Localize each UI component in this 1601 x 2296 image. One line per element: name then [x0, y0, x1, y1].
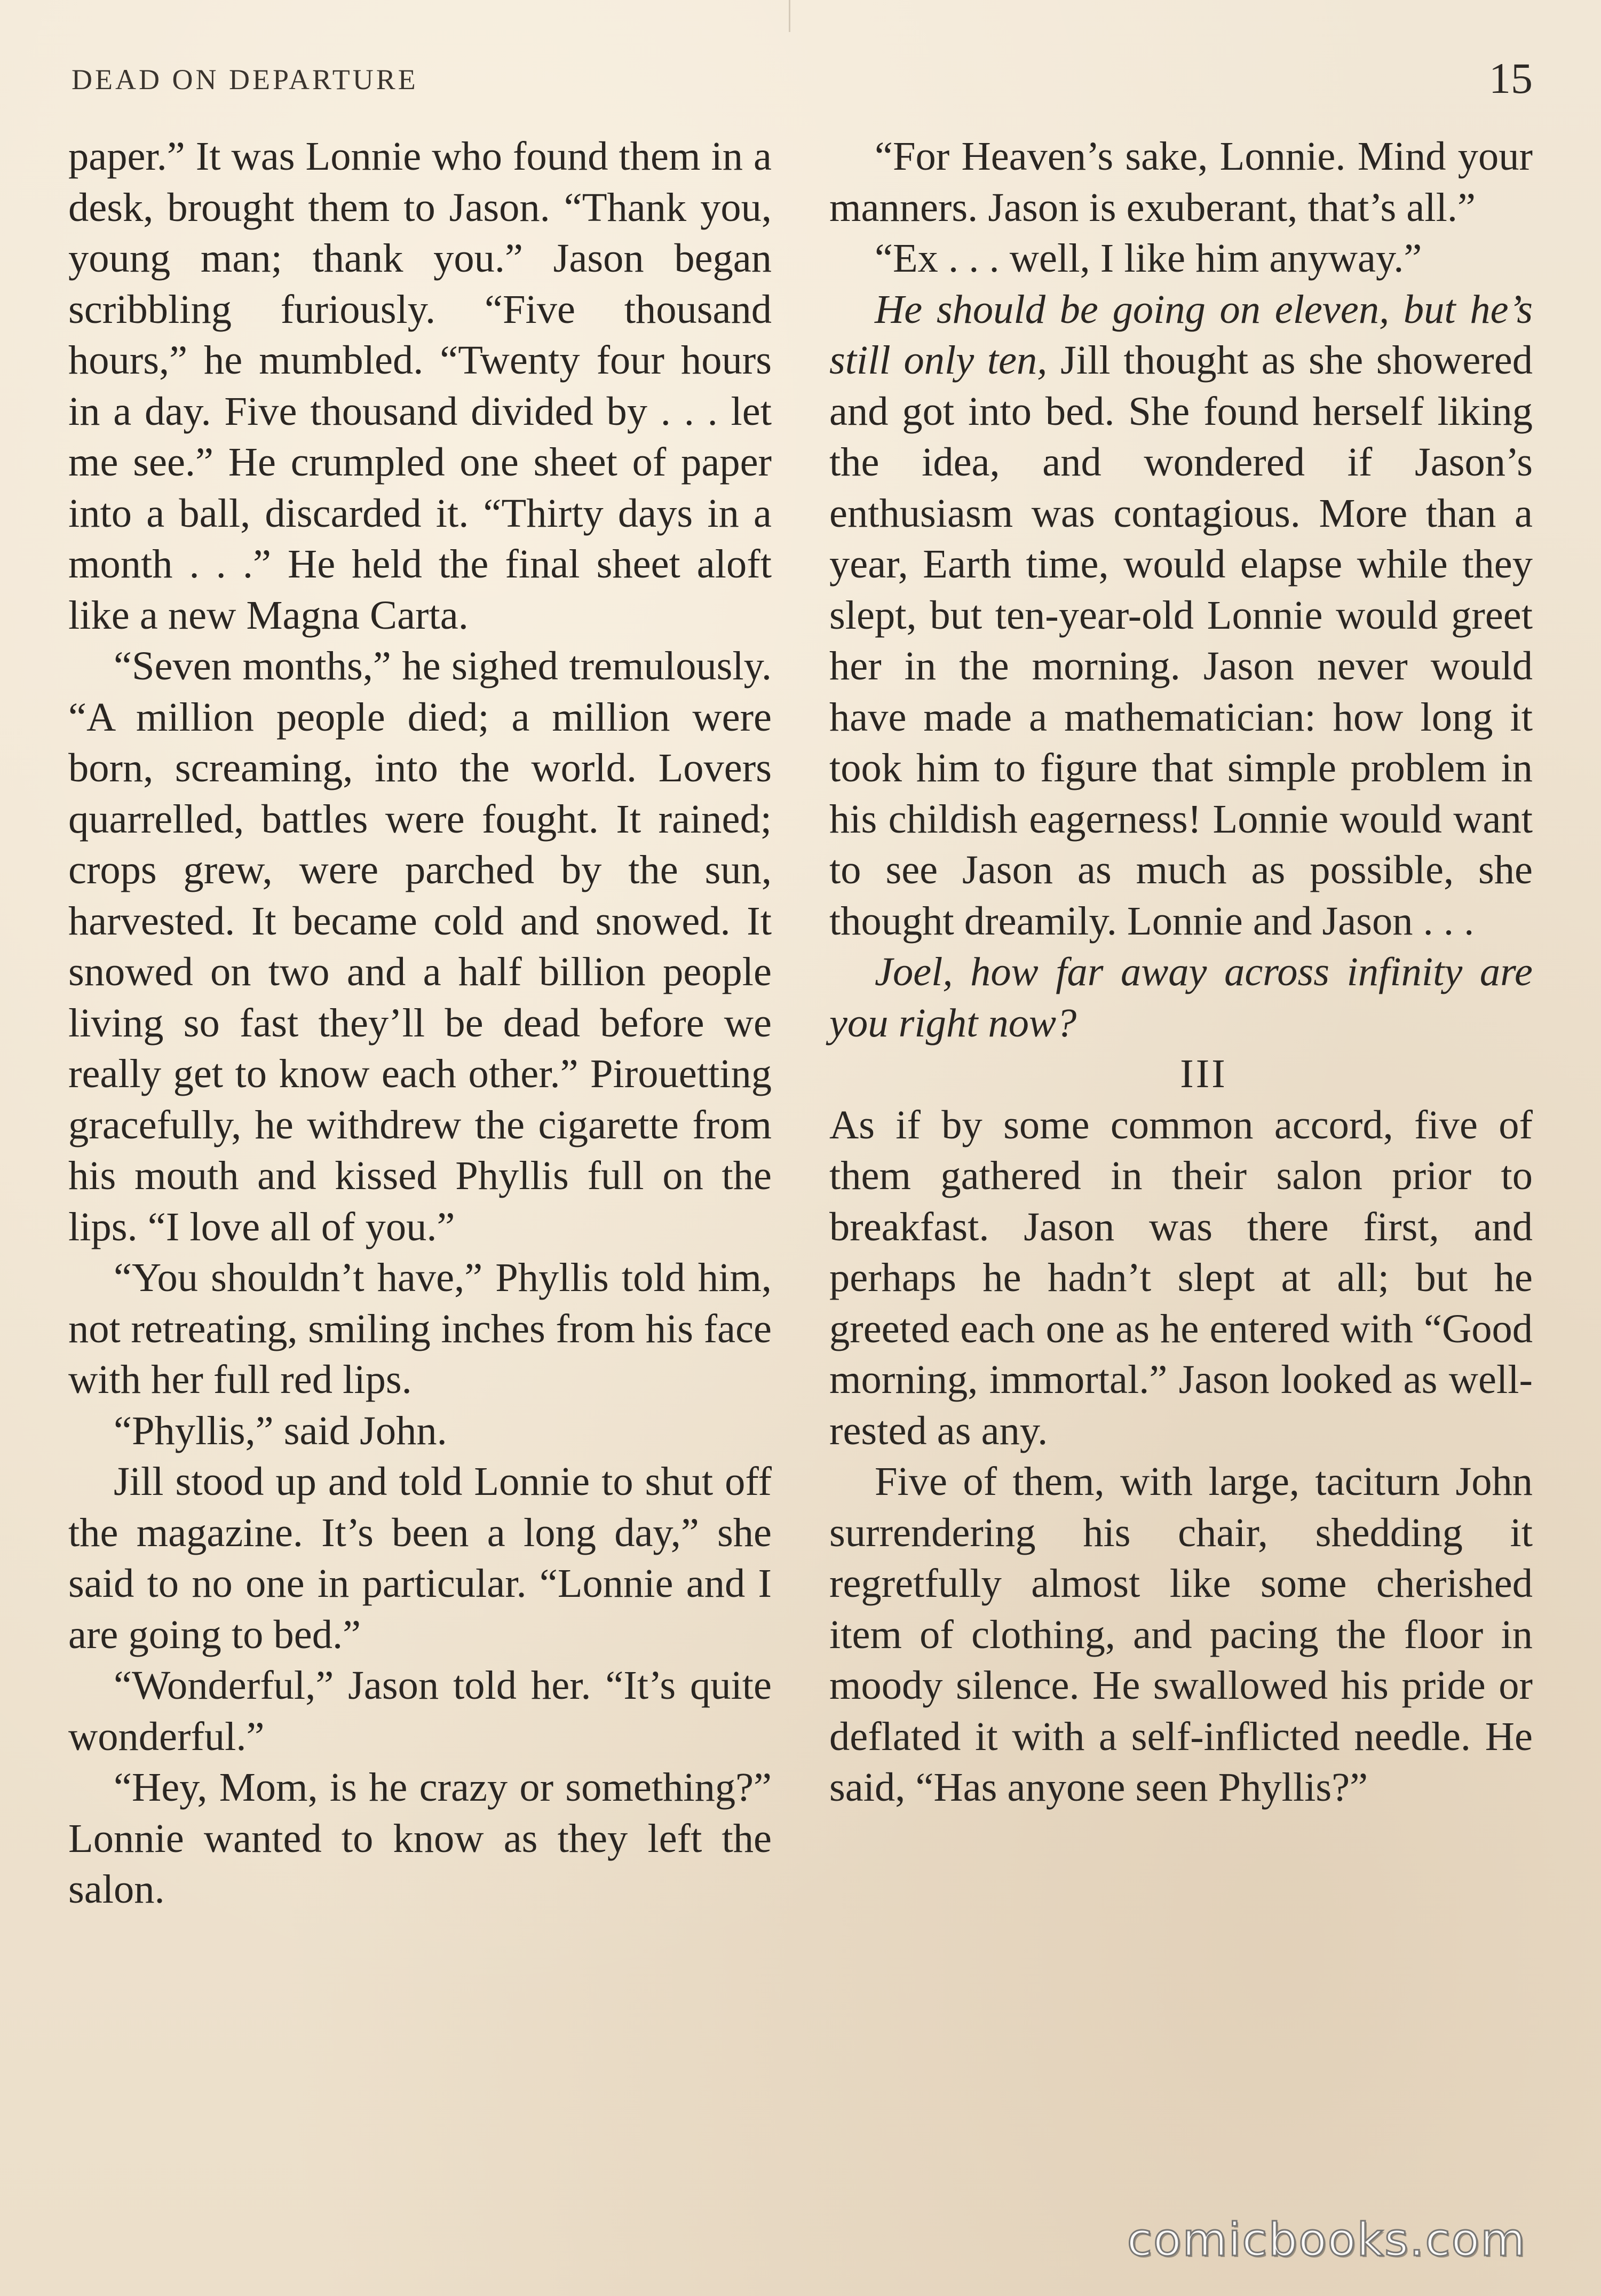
paragraph: As if by some common accord, five of them gathered in their salon prior to breakfast. Jason was there first, and perhaps he hadn’t slept at all; but he greeted each one as he entered with “Good morning, immortal.” Jason looked as well-rested as any. [829, 1102, 1533, 1453]
paragraph-text: Jill thought as she showered and got into bed. She found herself liking the idea, and wondered if Jason’s enthusiasm was contagious. More than a year, Earth time, would elapse while they slept, but ten-year-old Lonnie would greet her in the morning. Jason never would have made a mathematician: how long it took him to figure that simple problem in his childish eagerness! Lonnie would want to see Jason as much as possible, she thought dreamily. Lonnie and Jason . . . [829, 337, 1533, 944]
running-head: DEAD ON DEPARTURE [72, 64, 418, 96]
paragraph: “Ex . . . well, I like him anyway.” [875, 235, 1422, 281]
section-number: III [1180, 1051, 1227, 1096]
paragraph: “You shouldn’t have,” Phyllis told him, not retreating, smiling inches from his face with her full red lips. [68, 1255, 772, 1402]
paragraph: “Hey, Mom, is he crazy or something?” Lonnie wanted to know as they left the salon. [68, 1764, 772, 1912]
paragraph: “For Heaven’s sake, Lonnie. Mind your manners. Jason is exuberant, that’s all.” [829, 133, 1533, 230]
right-column [829, 131, 1533, 1813]
italic-paragraph [829, 946, 1533, 1048]
watermark-logo: comicbooks.com [1127, 2213, 1526, 2267]
page-crease [789, 0, 790, 32]
paragraph [829, 284, 1533, 947]
paragraph: “Seven months,” he sighed tremulously. “A million people died; a million were born, screaming, into the world. Lovers quarrelled, battles were fought. It rained; crops grew, were parched by the sun, harvested. It became cold and snowed. It snowed on two and a half billion people living so fast they’ll be dead before we really get to know each other.” Pirouetting gracefully, he withdrew the cigarette from his mouth and kissed Phyllis full on the lips. “I love all of you.” [68, 643, 772, 1249]
paragraph: “Wonderful,” Jason told her. “It’s quite wonderful.” [68, 1662, 772, 1759]
paragraph: Five of them, with large, taciturn John surrendering his chair, shedding it regretfully almost like some cherished item of clothing, and pacing the floor in moody silence. He swallowed his pride or deflated it with a self-inflicted needle. He said, “Has anyone seen Phyllis?” [829, 1459, 1533, 1810]
italic-thought: Joel, how far away across infinity are you right now? [829, 949, 1533, 1046]
paragraph: “Phyllis,” said John. [114, 1407, 447, 1453]
paragraph: Jill stood up and told Lonnie to shut off the magazine. It’s been a long day,” she said to no one in particular. “Lonnie and I are going to bed.” [68, 1459, 772, 1657]
paragraph: paper.” It was Lonnie who found them in a desk, brought them to Jason. “Thank you, young man; thank you.” Jason began scribbling furiously. “Five thousand hours,” he mumbled. “Twenty four hours in a day. Five thousand divided by . . . let me see.” He crumpled one sheet of paper into a ball, discarded it. “Thirty days in a month . . .” He held the final sheet aloft like a new Magna Carta. [68, 133, 772, 638]
left-column [68, 131, 772, 1915]
page-number: 15 [1489, 54, 1533, 102]
italic-thought: He should be going on eleven, but he’s still only ten, [829, 286, 1533, 383]
